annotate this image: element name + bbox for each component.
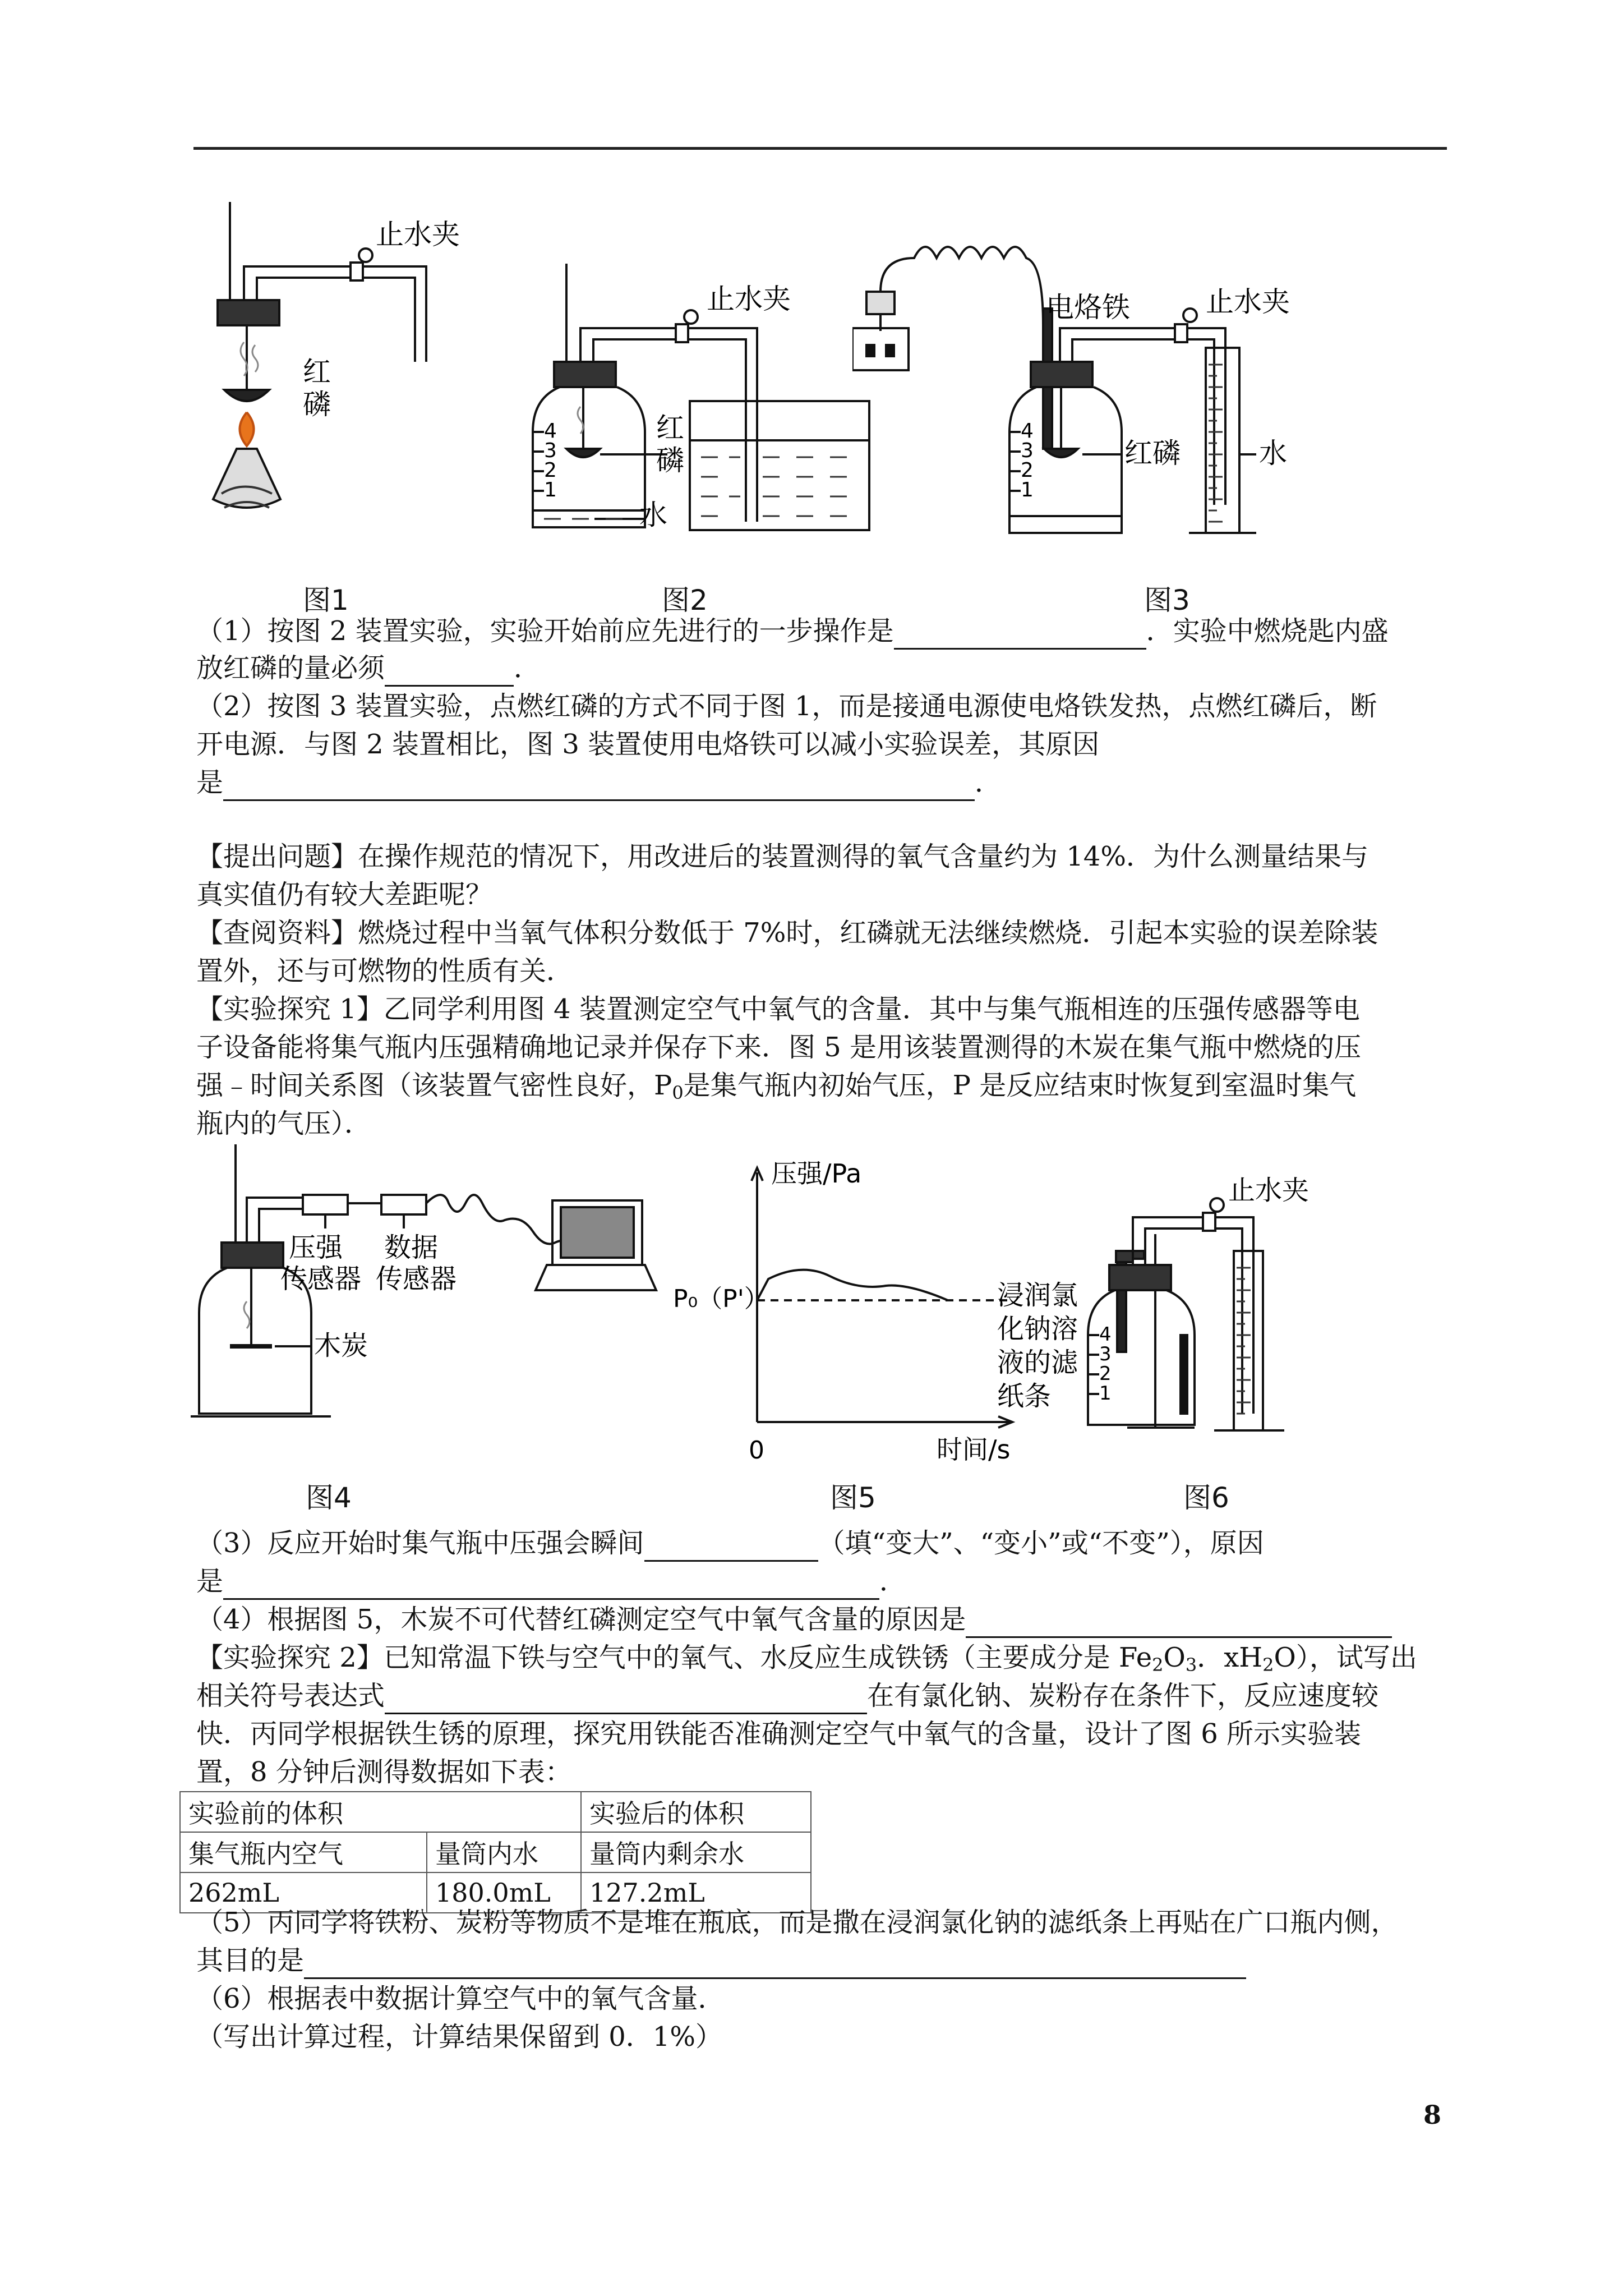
fig5-origin: 0: [749, 1436, 764, 1465]
q3-line2: 是 ．: [196, 1563, 1453, 1600]
q2-line2: 开电源．与图 2 装置相比，图 3 装置使用电烙铁可以减小实验误差，其原因: [196, 729, 1100, 760]
fig3-label-iron: 电烙铁: [1046, 291, 1130, 324]
table-header-after: 实验后的体积: [581, 1792, 811, 1832]
explore2-line3: 快．丙同学根据铁生锈的原理，探究用铁能否准确测定空气中氧气的含量，设计了图 6 所示实验装: [196, 1718, 1362, 1750]
fig4-label-pressure2: 传感器: [280, 1263, 362, 1295]
q1-line2: 放红磷的量必须 ．: [196, 650, 1453, 687]
fig1-label-red1: 红: [303, 356, 331, 388]
problem-line2: 真实值仍有较大差距呢？: [196, 879, 493, 910]
caption-fig1: 图1: [303, 584, 349, 616]
answer-blank-q5[interactable]: [304, 1950, 1246, 1979]
fig5-xlabel: 时间/s: [937, 1434, 1011, 1465]
figure-4: [191, 1144, 684, 1436]
q6-line2: （写出计算过程，计算结果保留到 0．1%）: [196, 2021, 722, 2053]
fig6-scale-4: 4: [1099, 1323, 1112, 1346]
fig3-scale-2: 2: [1021, 459, 1034, 482]
fig4-label-data1: 数据: [384, 1232, 439, 1263]
fig5-ylabel: 压强/Pa: [771, 1158, 862, 1189]
fig6-scale-3: 3: [1099, 1343, 1112, 1365]
q2-line1: （2）按图 3 装置实验，点燃红磷的方式不同于图 1，而是接通电源使电烙铁发热，点燃红磷后，断: [196, 691, 1377, 722]
figure-5: [673, 1156, 1021, 1470]
explore1-line2: 子设备能将集气瓶内压强精确地记录并保存下来．图 5 是用该装置测得的木炭在集气瓶中燃烧的压: [196, 1032, 1362, 1063]
table-header-before: 实验前的体积: [180, 1792, 581, 1832]
table-val-water: 180.0mL: [427, 1872, 581, 1913]
answer-blank-q3a[interactable]: [644, 1533, 818, 1562]
figure-1: [191, 202, 538, 567]
q6-line1: （6）根据表中数据计算空气中的氧气含量．: [196, 1983, 725, 2014]
table-row: [180, 1792, 811, 1832]
table-col-water: 量筒内水: [427, 1832, 581, 1872]
q1-line1: （1）按图 2 装置实验，实验开始前应先进行的一步操作是 ．实验中燃烧匙内盛: [196, 613, 1453, 650]
answer-blank-q3b[interactable]: [223, 1571, 879, 1600]
figure-3-drawing: [852, 241, 1352, 555]
caption-fig2: 图2: [662, 584, 708, 616]
answer-blank-equation[interactable]: [385, 1686, 867, 1714]
fig5-pressure-curve: [757, 1270, 948, 1300]
fig3-scale-4: 4: [1021, 420, 1034, 443]
answer-blank-q4[interactable]: [966, 1609, 1392, 1638]
q2-line3: 是 ．: [196, 764, 1453, 801]
fig6-side-text-4: 纸条: [997, 1381, 1052, 1412]
figure-6: [993, 1167, 1368, 1447]
volume-table: [179, 1791, 811, 1913]
fig2-scale-4: 4: [544, 420, 557, 443]
explore1-line3: 强﹣时间关系图（该装置气密性良好，$P_0$是集气瓶内初始气压，P 是反应结束时恢复到室温时集气: [196, 1070, 1357, 1103]
fig2-scale-2: 2: [544, 459, 557, 482]
caption-fig3: 图3: [1144, 584, 1190, 616]
table-col-remaining: 量筒内剩余水: [581, 1832, 811, 1872]
answer-blank-q1a[interactable]: [894, 621, 1146, 650]
figure-5-drawing: [673, 1156, 1021, 1470]
fig1-label-red2: 磷: [303, 388, 331, 421]
answer-blank-q1b[interactable]: [385, 658, 514, 687]
fig2-label-red2: 磷: [656, 444, 684, 477]
page-number: 8: [1423, 2100, 1442, 2130]
q5-line2: 其目的是: [196, 1942, 1453, 1979]
figure-4-drawing: [191, 1144, 684, 1436]
fig4-label-charcoal: 木炭: [314, 1330, 368, 1361]
fig3-scale-1: 1: [1021, 478, 1034, 501]
caption-fig5: 图5: [830, 1481, 876, 1514]
explore1-line4: 瓶内的气压）．: [196, 1108, 372, 1139]
figure-3: [852, 241, 1352, 555]
caption-fig4: 图4: [306, 1481, 352, 1514]
explore2-line1: 【实验探究 2】已知常温下铁与空气中的氧气、水反应生成铁锈（主要成分是 $Fe_2O_3$．$xH_2O$），试写出: [196, 1642, 1417, 1676]
fig6-side-text-3: 液的滤: [997, 1347, 1078, 1378]
fig4-label-data2: 传感器: [376, 1263, 457, 1295]
header-rule: [193, 147, 1447, 150]
reference-line2: 置外，还与可燃物的性质有关．: [196, 955, 574, 987]
caption-fig6: 图6: [1183, 1481, 1229, 1514]
fig2-scale-3: 3: [544, 439, 557, 462]
problem-line1: 【提出问题】在操作规范的情况下，用改进后的装置测得的氧气含量约为 14%．为什么测量结果与: [196, 841, 1368, 872]
q5-line1: （5）丙同学将铁粉、炭粉等物质不是堆在瓶底，而是撒在浸润氯化钠的滤纸条上再贴在广口瓶内侧，: [196, 1907, 1398, 1938]
table-col-air: 集气瓶内空气: [180, 1832, 427, 1872]
q3-line1: （3）反应开始时集气瓶中压强会瞬间 （填“变大”、“变小”或“不变”），原因: [196, 1525, 1453, 1562]
fig3-scale-3: 3: [1021, 439, 1034, 462]
fig6-side-text-1: 浸润氯: [997, 1280, 1078, 1311]
figure-1-drawing: [191, 202, 538, 567]
q4-line1: （4）根据图 5，木炭不可代替红磷测定空气中氧气含量的原因是: [196, 1601, 1453, 1638]
explore2-line2: 相关符号表达式 在有氯化钠、炭粉存在条件下，反应速度较: [196, 1677, 1453, 1714]
figure-6-drawing: [993, 1167, 1368, 1447]
explore2-line4: 置，8 分钟后测得数据如下表：: [196, 1756, 572, 1788]
fig6-label-clamp: 止水夹: [1228, 1175, 1310, 1206]
fig2-label-red1: 红: [656, 412, 684, 444]
fig2-scale-1: 1: [544, 478, 557, 501]
fig6-scale-1: 1: [1099, 1382, 1112, 1405]
fig3-label-clamp: 止水夹: [1206, 286, 1290, 318]
fig4-label-pressure1: 压强: [289, 1232, 343, 1263]
fig5-p0-label: P₀（P'）: [673, 1285, 769, 1313]
fig3-label-water: 水: [1259, 437, 1287, 470]
table-val-remaining: 127.2mL: [581, 1872, 811, 1913]
table-val-air: 262mL: [180, 1872, 427, 1913]
reference-line1: 【查阅资料】燃烧过程中当氧气体积分数低于 7%时，红磷就无法继续燃烧．引起本实验的误差除装: [196, 917, 1378, 949]
answer-blank-q2[interactable]: [223, 772, 975, 801]
fig3-label-red: 红磷: [1124, 437, 1181, 470]
table-row: [180, 1832, 811, 1872]
fig6-side-text-2: 化钠溶: [997, 1313, 1078, 1345]
fig6-scale-2: 2: [1099, 1363, 1112, 1385]
fig2-label-clamp: 止水夹: [707, 283, 791, 315]
fig2-label-water: 水: [639, 499, 667, 531]
explore1-line1: 【实验探究 1】乙同学利用图 4 装置测定空气中氧气的含量．其中与集气瓶相连的压强传感器等电: [196, 993, 1360, 1025]
fig1-label-clamp: 止水夹: [376, 218, 460, 251]
